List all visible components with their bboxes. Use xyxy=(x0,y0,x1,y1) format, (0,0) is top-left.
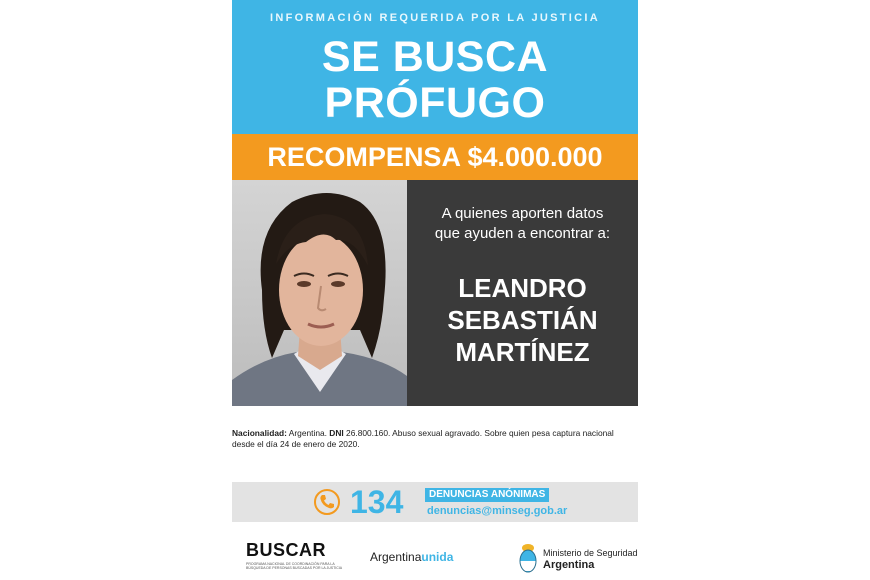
suspect-name-line3: MARTÍNEZ xyxy=(455,337,590,367)
header-title-line1: SE BUSCA xyxy=(321,33,549,81)
suspect-name-line2: SEBASTIÁN xyxy=(447,305,598,335)
nationality-value: Argentina. xyxy=(286,428,330,438)
phone-icon xyxy=(314,489,340,515)
header-kicker: INFORMACIÓN REQUERIDA POR LA JUSTICIA xyxy=(270,12,600,24)
suspect-name xyxy=(407,272,638,368)
unida-word: unida xyxy=(421,550,454,564)
buscar-logo-subtitle: PROGRAMA NACIONAL DE COORDINACIÓN PARA LA BÚSQUEDA DE PERSONAS BUSCADAS POR LA JUSTICIA xyxy=(246,562,343,570)
buscar-logo xyxy=(246,540,344,570)
hotline-number: 134 xyxy=(350,484,404,520)
nationality-label: Nacionalidad: xyxy=(232,428,287,438)
coat-of-arms-icon xyxy=(517,542,539,574)
suspect-name-line1: LEANDRO xyxy=(458,273,587,303)
poster-footer xyxy=(232,536,638,580)
ministerio-logo xyxy=(517,540,638,578)
info-intro-line2: que ayuden a encontrar a: xyxy=(434,225,611,242)
argentina-unida-logo xyxy=(370,550,453,564)
info-intro xyxy=(407,204,638,244)
header-title-line2: PRÓFUGO xyxy=(324,79,546,127)
wanted-poster xyxy=(232,0,638,580)
buscar-logo-word: BUSCAR xyxy=(246,540,327,560)
poster-header xyxy=(232,0,638,134)
denuncias-label: DENUNCIAS ANÓNIMAS xyxy=(425,488,549,502)
argentina-word: Argentina xyxy=(370,550,422,564)
suspect-info-panel xyxy=(407,180,638,406)
hotline-email: denuncias@minseg.gob.ar xyxy=(427,505,568,517)
hotline-bar xyxy=(232,482,638,522)
info-intro-line1: A quienes aporten datos xyxy=(441,205,604,222)
dni-value: 26.800.160. Abuso sexual agravado. Sobre quien pesa captura nacional desde el día 24 de enero de 2020. xyxy=(232,428,614,449)
suspect-photo xyxy=(232,180,407,406)
reward-banner: RECOMPENSA $4.000.000 xyxy=(232,134,638,180)
ministerio-line2: Argentina xyxy=(543,559,595,571)
dni-label: DNI xyxy=(329,428,344,438)
case-details xyxy=(232,428,638,450)
ministerio-line1: Ministerio de Seguridad xyxy=(543,548,638,558)
